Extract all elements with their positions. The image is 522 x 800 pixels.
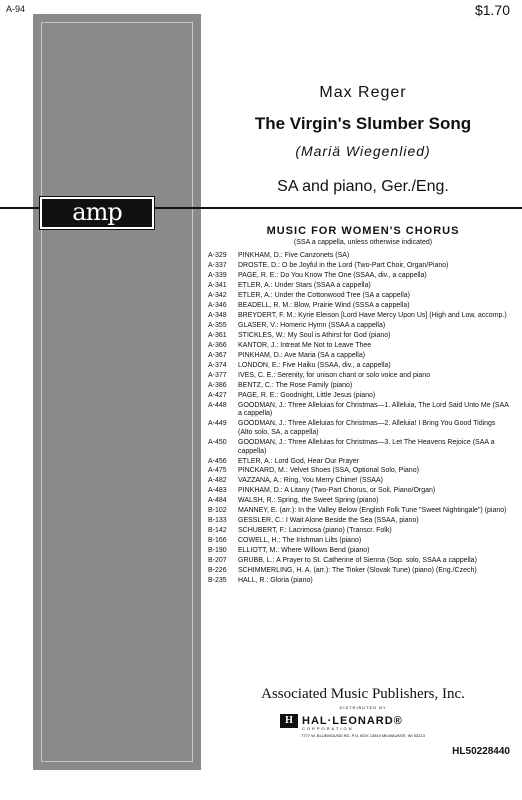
list-item: [208, 372, 510, 381]
item-description: GRUBB, L.: A Prayer to St. Catherine of Sienna (Sop. solo, SSAA a cappella): [238, 557, 477, 565]
item-description: ELLIOTT, M.: Where Willows Bend (piano): [238, 547, 370, 555]
hal-leonard-mark: H: [280, 714, 298, 728]
item-code: A-348: [208, 311, 227, 319]
list-item: [208, 458, 510, 467]
list-heading: MUSIC FOR WOMEN'S CHORUS: [266, 225, 460, 237]
list-item: [208, 507, 510, 516]
list-item: [208, 567, 510, 576]
item-code: B-207: [208, 557, 227, 565]
item-code: A-427: [208, 391, 227, 399]
item-description: SCHUBERT, F.: Lacrimosa (piano) (Transcr. Folk): [238, 527, 392, 535]
list-item: [208, 557, 510, 566]
item-description: LONDON, E.: Five Haiku (SSAA, div., a cappella): [238, 361, 391, 369]
subtitle: (Mariä Wiegenlied): [295, 143, 431, 159]
item-code: A-339: [208, 271, 227, 279]
list-item: [208, 252, 510, 261]
item-description: DROSTE, D.: O be Joyful in the Lord (Two-Part Choir, Organ/Piano): [238, 261, 449, 269]
list-item: [208, 302, 510, 311]
item-description: GLASER, V.: Homeric Hymn (SSAA a cappella): [238, 321, 386, 329]
list-item: [208, 477, 510, 486]
list-item: [208, 392, 510, 401]
item-code: A-449: [208, 420, 227, 428]
item-description: COWELL, H.: The Irishman Lilts (piano): [238, 537, 362, 545]
list-item: [208, 537, 510, 546]
composer: Max Reger: [319, 84, 407, 101]
hl-code: HL50228440: [452, 746, 510, 757]
list-item: [208, 262, 510, 271]
list-item: [208, 487, 510, 496]
item-code: A-367: [208, 351, 227, 359]
item-code: A-483: [208, 487, 227, 495]
side-bar: [33, 14, 201, 770]
list-item: [208, 272, 510, 281]
list-item: [208, 497, 510, 506]
item-code: A-374: [208, 361, 227, 369]
item-code: A-341: [208, 281, 227, 289]
item-code: B-102: [208, 507, 227, 515]
list-item: [208, 362, 510, 371]
item-description: PAGE, R. E.: Do You Know The One (SSAA, div., a cappella): [238, 271, 427, 279]
list-item: [208, 322, 510, 331]
item-code: A-450: [208, 438, 227, 446]
price: $1.70: [474, 2, 510, 18]
item-code: A-377: [208, 371, 227, 379]
item-description: PINKHAM, D.: Five Canzonets (SA): [238, 252, 350, 259]
item-code: A-475: [208, 467, 227, 475]
item-description: VAZZANA, A.: Ring, You Merry Chime! (SSAA): [238, 477, 383, 485]
item-code: A-386: [208, 381, 227, 389]
list-item: [208, 352, 510, 361]
item-description: STICKLES, W.: My Soul is Athirst for God (piano): [238, 331, 391, 339]
item-code: A-448: [208, 401, 227, 409]
list-item: [208, 312, 510, 321]
address: 7777 W. BLUEMOUND RD. P.O. BOX 13819 MILWAUKEE, WI 53213: [301, 733, 425, 738]
item-description: HALL, R.: Gloria (piano): [238, 577, 313, 585]
side-bar-frame: [41, 22, 193, 762]
item-code: A-482: [208, 477, 227, 485]
item-code: A-366: [208, 341, 227, 349]
list-item: [208, 332, 510, 341]
item-code: B-133: [208, 517, 227, 525]
item-description: ETLER, A.: Under Stars (SSAA a cappella): [238, 281, 371, 289]
item-description: PAGE, R. E.: Goodnight, Little Jesus (piano): [238, 391, 376, 399]
item-code: A-361: [208, 331, 227, 339]
list-item: [208, 382, 510, 391]
list-item: [208, 517, 510, 526]
item-description: BEADELL, R. M.: Blow, Prairie Wind (SSSA a cappella): [238, 301, 410, 309]
catalog-list: [208, 252, 510, 587]
item-description: IVES, C. E.: Serenity, for unison chant or solo voice and piano: [238, 371, 431, 379]
item-description: MANNEY, E. (arr.): In the Valley Below (English Folk Tune "Sweet Nightingale") (piano): [238, 507, 507, 515]
item-description: KANTOR, J.: Intreat Me Not to Leave Thee: [238, 341, 372, 349]
item-description: GOODMAN, J.: Three Alleluias for Christmas—2. Alleluia! I Bring You Good Tidings (Alto solo, SA, a cappella): [238, 420, 496, 436]
item-code: B-142: [208, 527, 227, 535]
item-code: B-235: [208, 577, 227, 585]
distributor-corp: CORPORATION: [302, 726, 354, 731]
publisher: Associated Music Publishers, Inc.: [261, 686, 465, 702]
list-item: [208, 402, 510, 419]
item-code: A-355: [208, 321, 227, 329]
distributed-by: DISTRIBUTED BY: [339, 705, 387, 710]
list-item: [208, 527, 510, 536]
item-code: A-329: [208, 252, 227, 259]
item-description: SCHIMMERLING, H. A. (arr.): The Tinker (Slovak Tune) (piano) (Eng./Czech): [238, 567, 477, 575]
list-item: [208, 547, 510, 556]
item-description: WALSH, R.: Spring, the Sweet Spring (piano): [238, 497, 379, 505]
item-code: B-166: [208, 537, 227, 545]
item-description: BENTZ, C.: The Rose Family (piano): [238, 381, 353, 389]
list-item: [208, 282, 510, 291]
list-item: [208, 467, 510, 476]
catalog-number: A-94: [6, 4, 26, 14]
list-item: [208, 342, 510, 351]
list-item: [208, 439, 510, 456]
item-code: B-190: [208, 547, 227, 555]
item-code: A-342: [208, 291, 227, 299]
item-description: GOODMAN, J.: Three Alleluias for Christmas—1. Alleluia, The Lord Said Unto Me (SAA a cappella): [238, 401, 509, 418]
item-description: PINCKARD, M.: Velvet Shoes (SSA, Optional Solo, Piano): [238, 467, 419, 475]
list-item: [208, 292, 510, 301]
item-code: A-456: [208, 457, 227, 465]
amp-logo: amp: [40, 197, 154, 229]
item-description: ETLER, A.: Under the Cottonwood Tree (SA a cappella): [238, 291, 410, 299]
distributor-name: HAL·LEONARD®: [302, 715, 403, 727]
list-item: [208, 577, 510, 586]
item-description: PINKHAM, D.: A Litany (Two-Part Chorus, or Soli, Piano/Organ): [238, 487, 436, 495]
voicing: SA and piano, Ger./Eng.: [277, 178, 449, 195]
item-code: A-337: [208, 261, 227, 269]
item-description: PINKHAM, D.: Ave Maria (SA a cappella): [238, 351, 366, 359]
list-subheading: (SSA a cappella, unless otherwise indicated): [293, 239, 433, 246]
item-code: A-484: [208, 497, 227, 505]
item-code: B-226: [208, 567, 227, 575]
item-description: GESSLER, C.: I Wait Alone Beside the Sea (SSAA, piano): [238, 517, 419, 525]
item-code: A-346: [208, 301, 227, 309]
list-item: [208, 420, 510, 437]
title: The Virgin's Slumber Song: [254, 114, 472, 133]
item-description: GOODMAN, J.: Three Alleluias for Christmas—3. Let The Heavens Rejoice (SAA a cappella): [238, 438, 495, 455]
item-description: ETLER, A.: Lord God, Hear Our Prayer: [238, 457, 359, 465]
item-description: BREYDERT, F. M.: Kyrie Eleison [Lord Have Mercy Upon Us] (High and Low, accomp.): [238, 311, 507, 319]
